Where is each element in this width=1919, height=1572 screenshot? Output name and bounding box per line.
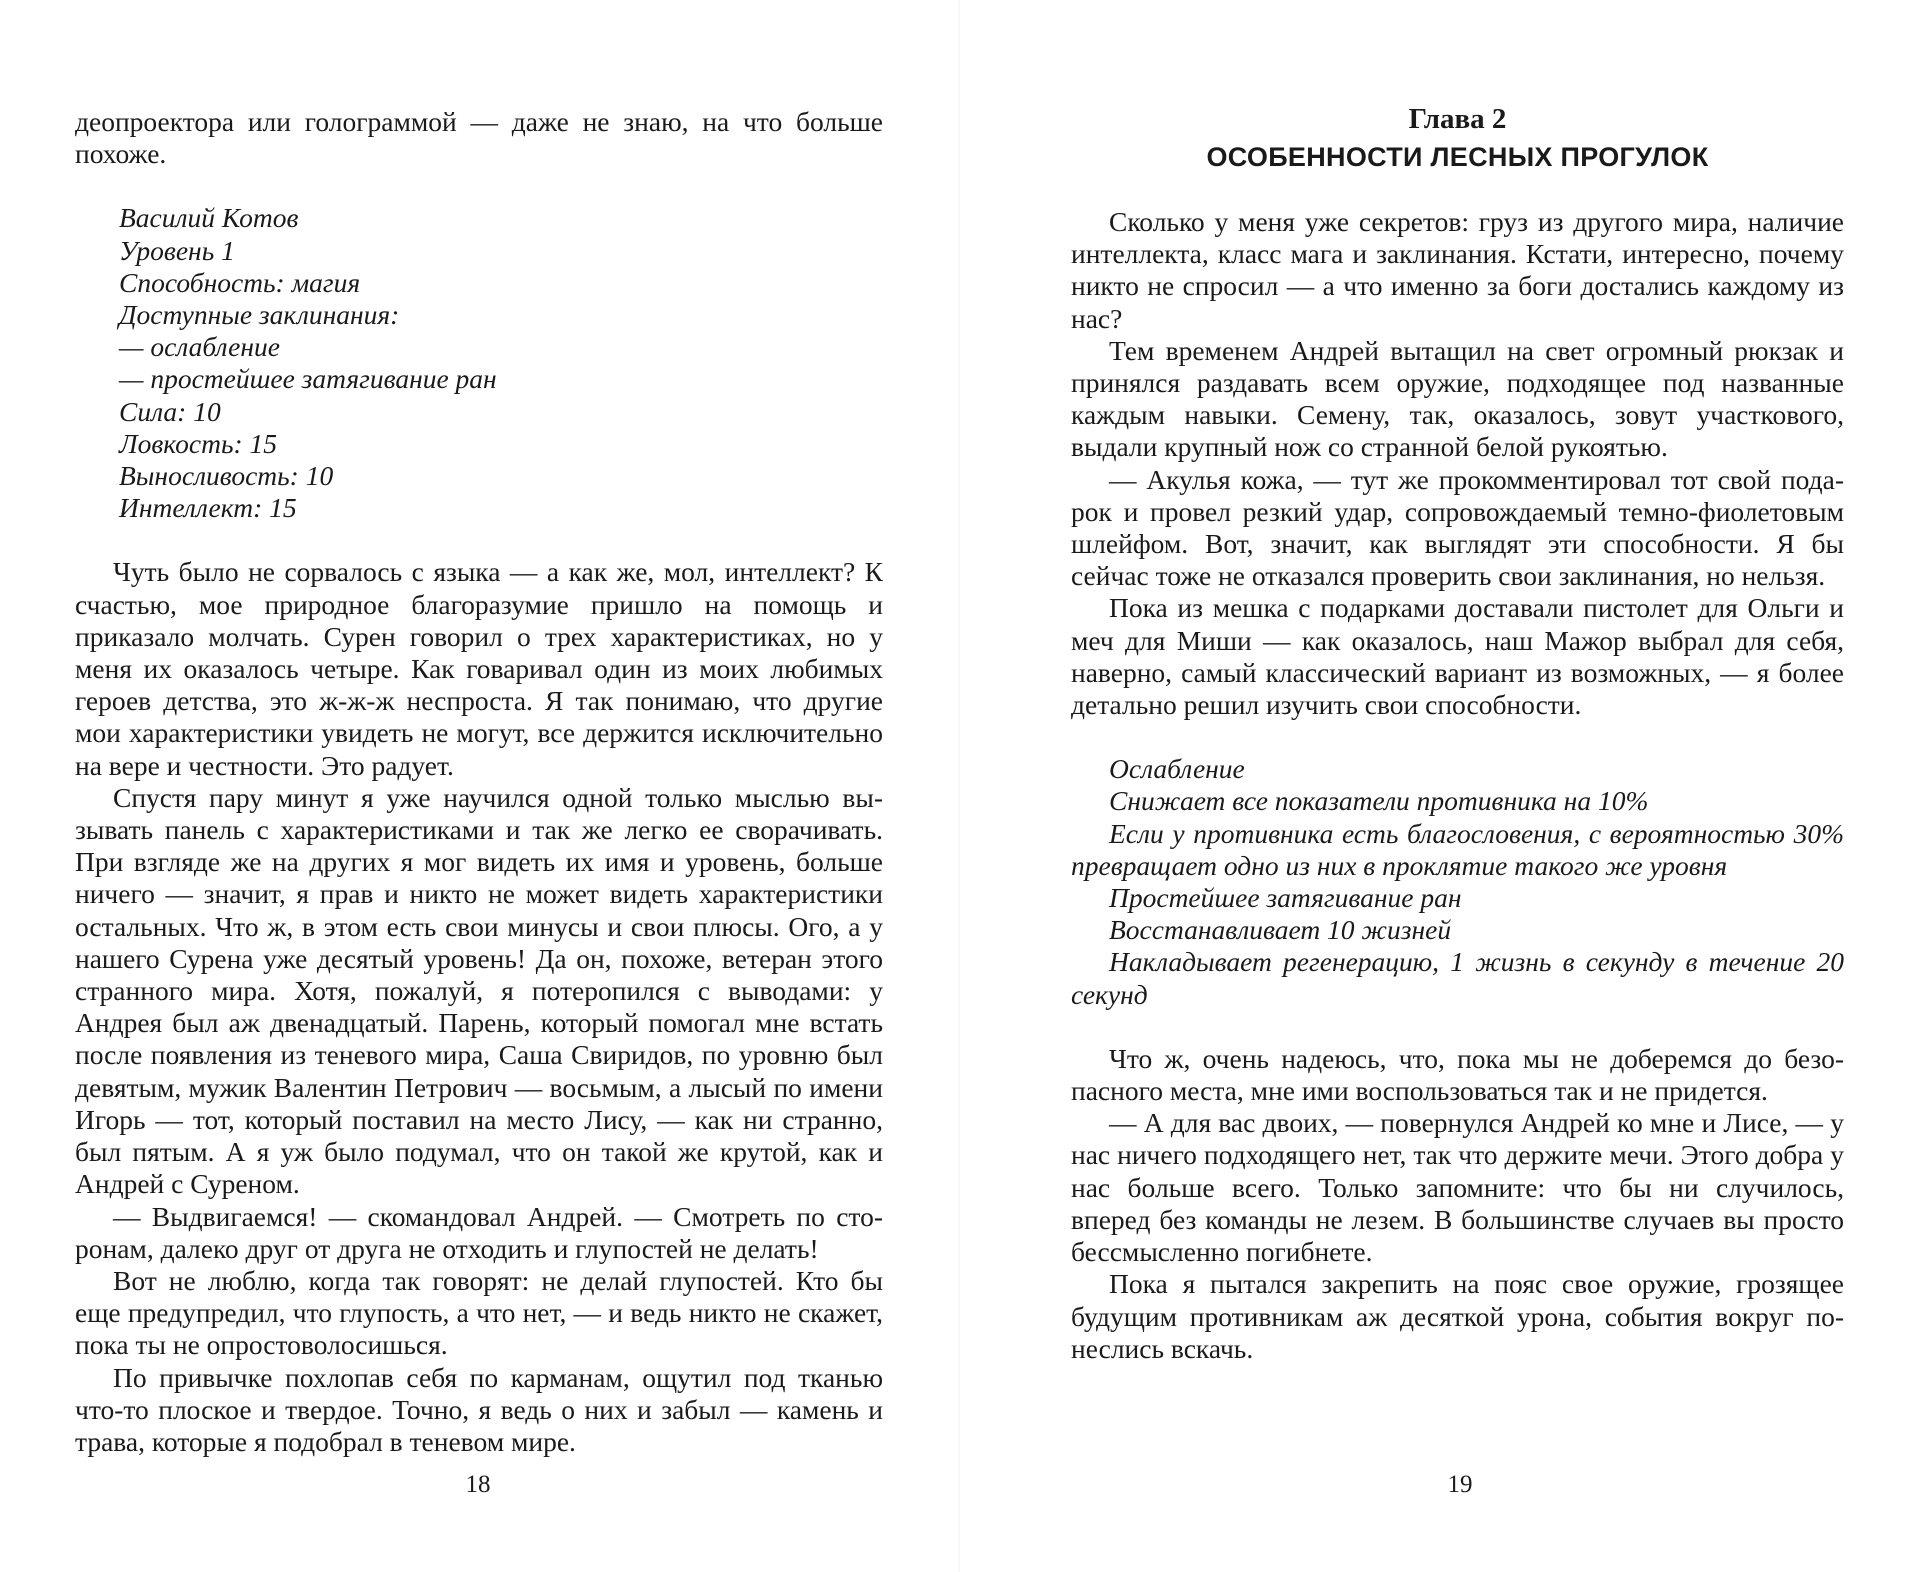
spell-descriptions xyxy=(1071,753,1844,1011)
spell-effect: Если у противника есть благословения, с вероятностью 30% превращает одно из них в проклятие такого же уровня xyxy=(1071,817,1844,881)
page-number-left: 18 xyxy=(465,1471,491,1498)
stat-endurance: Выносливость: 10 xyxy=(119,460,334,492)
paragraph: Тем временем Андрей вытащил на свет огромный рюкзак и принялся раздавать всем оружие, подходящее под названные каждым навыки. Семену, так, оказалось, зовут участкового, выдали крупный нож со странной белой рукоятью. xyxy=(1071,334,1844,463)
stat-agility: Ловкость: 15 xyxy=(119,427,277,459)
paragraph: Спустя пару минут я уже научился одной только мыслью вызывать панель с характеристиками и так же легко ее сворачивать. При взгляде же на других я мог видеть их имя и уровень, больше ничего — значит, я прав и никто не может видеть характеристики остальных. Что ж, в этом есть свои минусы и свои плюсы. Ого, а у нашего Сурена уже десятый уровень! Да он, похоже, ветеран этого странного мира. Хотя, пожалуй, я потеропился с выводами: у Андрея был аж двенадцатый. Парень, который помогал мне встать после появления из теневого мира, Саша Свиридов, по уровню был девятым, мужик Валентин Петрович — восьмым, а лысый по имени Игорь — тот, который поставил на место Лису, — как ни странно, был пятым. А я уж было подумал, что он такой же крутой, как и Андрей с Суреном. xyxy=(75,781,883,1200)
character-stats xyxy=(75,202,883,524)
paragraph-continuation: деопроектора или голограммой — даже не знаю, на что больше похоже. xyxy=(75,106,883,170)
paragraph: Чуть было не сорвалось с языка — а как же, мол, интеллект? К счастью, мое природное благоразумие пришло на помощь и приказало молчать. Сурен говорил о трех характеристиках, но у меня их оказалось четыре. Как говаривал один из моих любимых героев детства, это ж-ж-ж неспроста. Я так понимаю, что другие мои характеристики увидеть не могут, все держится исключительно на вере и честности. Это радует. xyxy=(75,556,883,781)
stat-ability: Способность: магия xyxy=(119,266,361,298)
paragraph: По привычке похлопав себя по карманам, ощутил под тканью что-то плоское и твердое. Точно, я ведь о них и забыл — камень и трава, которые я подобрал в теневом мире. xyxy=(75,1361,883,1457)
stat-level: Уровень 1 xyxy=(119,234,235,266)
paragraph: Пока из мешка с подарками доставали пистолет для Ольги и меч для Миши — как оказалось, наш Мажор выбрал для себя, наверно, самый классический вариант из возможных, — я более детально решил изучить свои способности. xyxy=(1071,592,1844,721)
paragraph: — Выдвигаемся! — скомандовал Андрей. — Смотреть по сторонам, далеко друг от друга не отходить и глупостей не делать! xyxy=(75,1200,883,1264)
spell-name: Простейшее затягивание ран xyxy=(1109,882,1462,914)
spell-effect: Восстанавливает 10 жизней xyxy=(1109,914,1452,946)
chapter-number: Глава 2 xyxy=(1408,103,1507,135)
stat-spell-item: — простейшее затягивание ран xyxy=(119,363,497,395)
paragraph: Пока я пытался закрепить на пояс свое оружие, грозящее будущим противникам аж десяткой урона, события вокруг понеслись вскачь. xyxy=(1071,1268,1844,1364)
stat-spell-item: — ослабление xyxy=(119,331,280,363)
paragraph: Что ж, очень надеюсь, что, пока мы не доберемся до безопасного места, мне ими воспользоваться так и не придется. xyxy=(1071,1042,1844,1107)
right-page-text xyxy=(1071,206,1844,1365)
paragraph: — А для вас двоих, — повернулся Андрей ко мне и Лисе, — у нас ничего подходящего нет, так что держите мечи. Этого добра у нас больше всего. Только запомните: что бы ни случилось, вперед без команды не лезем. В большинстве случаев вы просто бессмысленно погибнете. xyxy=(1071,1107,1844,1268)
chapter-title: ОСОБЕННОСТИ ЛЕСНЫХ ПРОГУЛОК xyxy=(1206,142,1709,172)
stat-name: Василий Котов xyxy=(119,202,299,234)
spell-effect: Снижает все показатели противника на 10% xyxy=(1109,785,1649,817)
stat-strength: Сила: 10 xyxy=(119,395,221,427)
spell-effect: Накладывает регенерацию, 1 жизнь в секунду в течение 20 секунд xyxy=(1071,946,1844,1010)
stat-intellect: Интеллект: 15 xyxy=(119,492,297,524)
right-page xyxy=(960,0,1919,1572)
page-number-right: 19 xyxy=(1447,1471,1473,1498)
paragraph: Вот не люблю, когда так говорят: не делай глупостей. Кто бы еще предупредил, что глупость, а что нет, — и ведь никто не скажет, пока ты не опростоволосишься. xyxy=(75,1264,883,1361)
stat-spells-heading: Доступные заклинания: xyxy=(119,299,400,331)
paragraph: Сколько у меня уже секретов: груз из другого мира, наличие интеллекта, класс мага и заклинания. Кстати, интересно, почему никто не спросил — а что именно за боги достались каждому из нас? xyxy=(1071,206,1844,334)
paragraph: — Акулья кожа, — тут же прокомментировал тот свой подарок и провел резкий удар, сопровождаемый темно-фиолетовым шлейфом. Вот, значит, как выглядят эти способности. Я бы сейчас тоже не отказался проверить свои заклинания, но нельзя. xyxy=(1071,463,1844,592)
spell-name: Ослабление xyxy=(1109,753,1245,785)
left-page-text xyxy=(75,106,883,1458)
